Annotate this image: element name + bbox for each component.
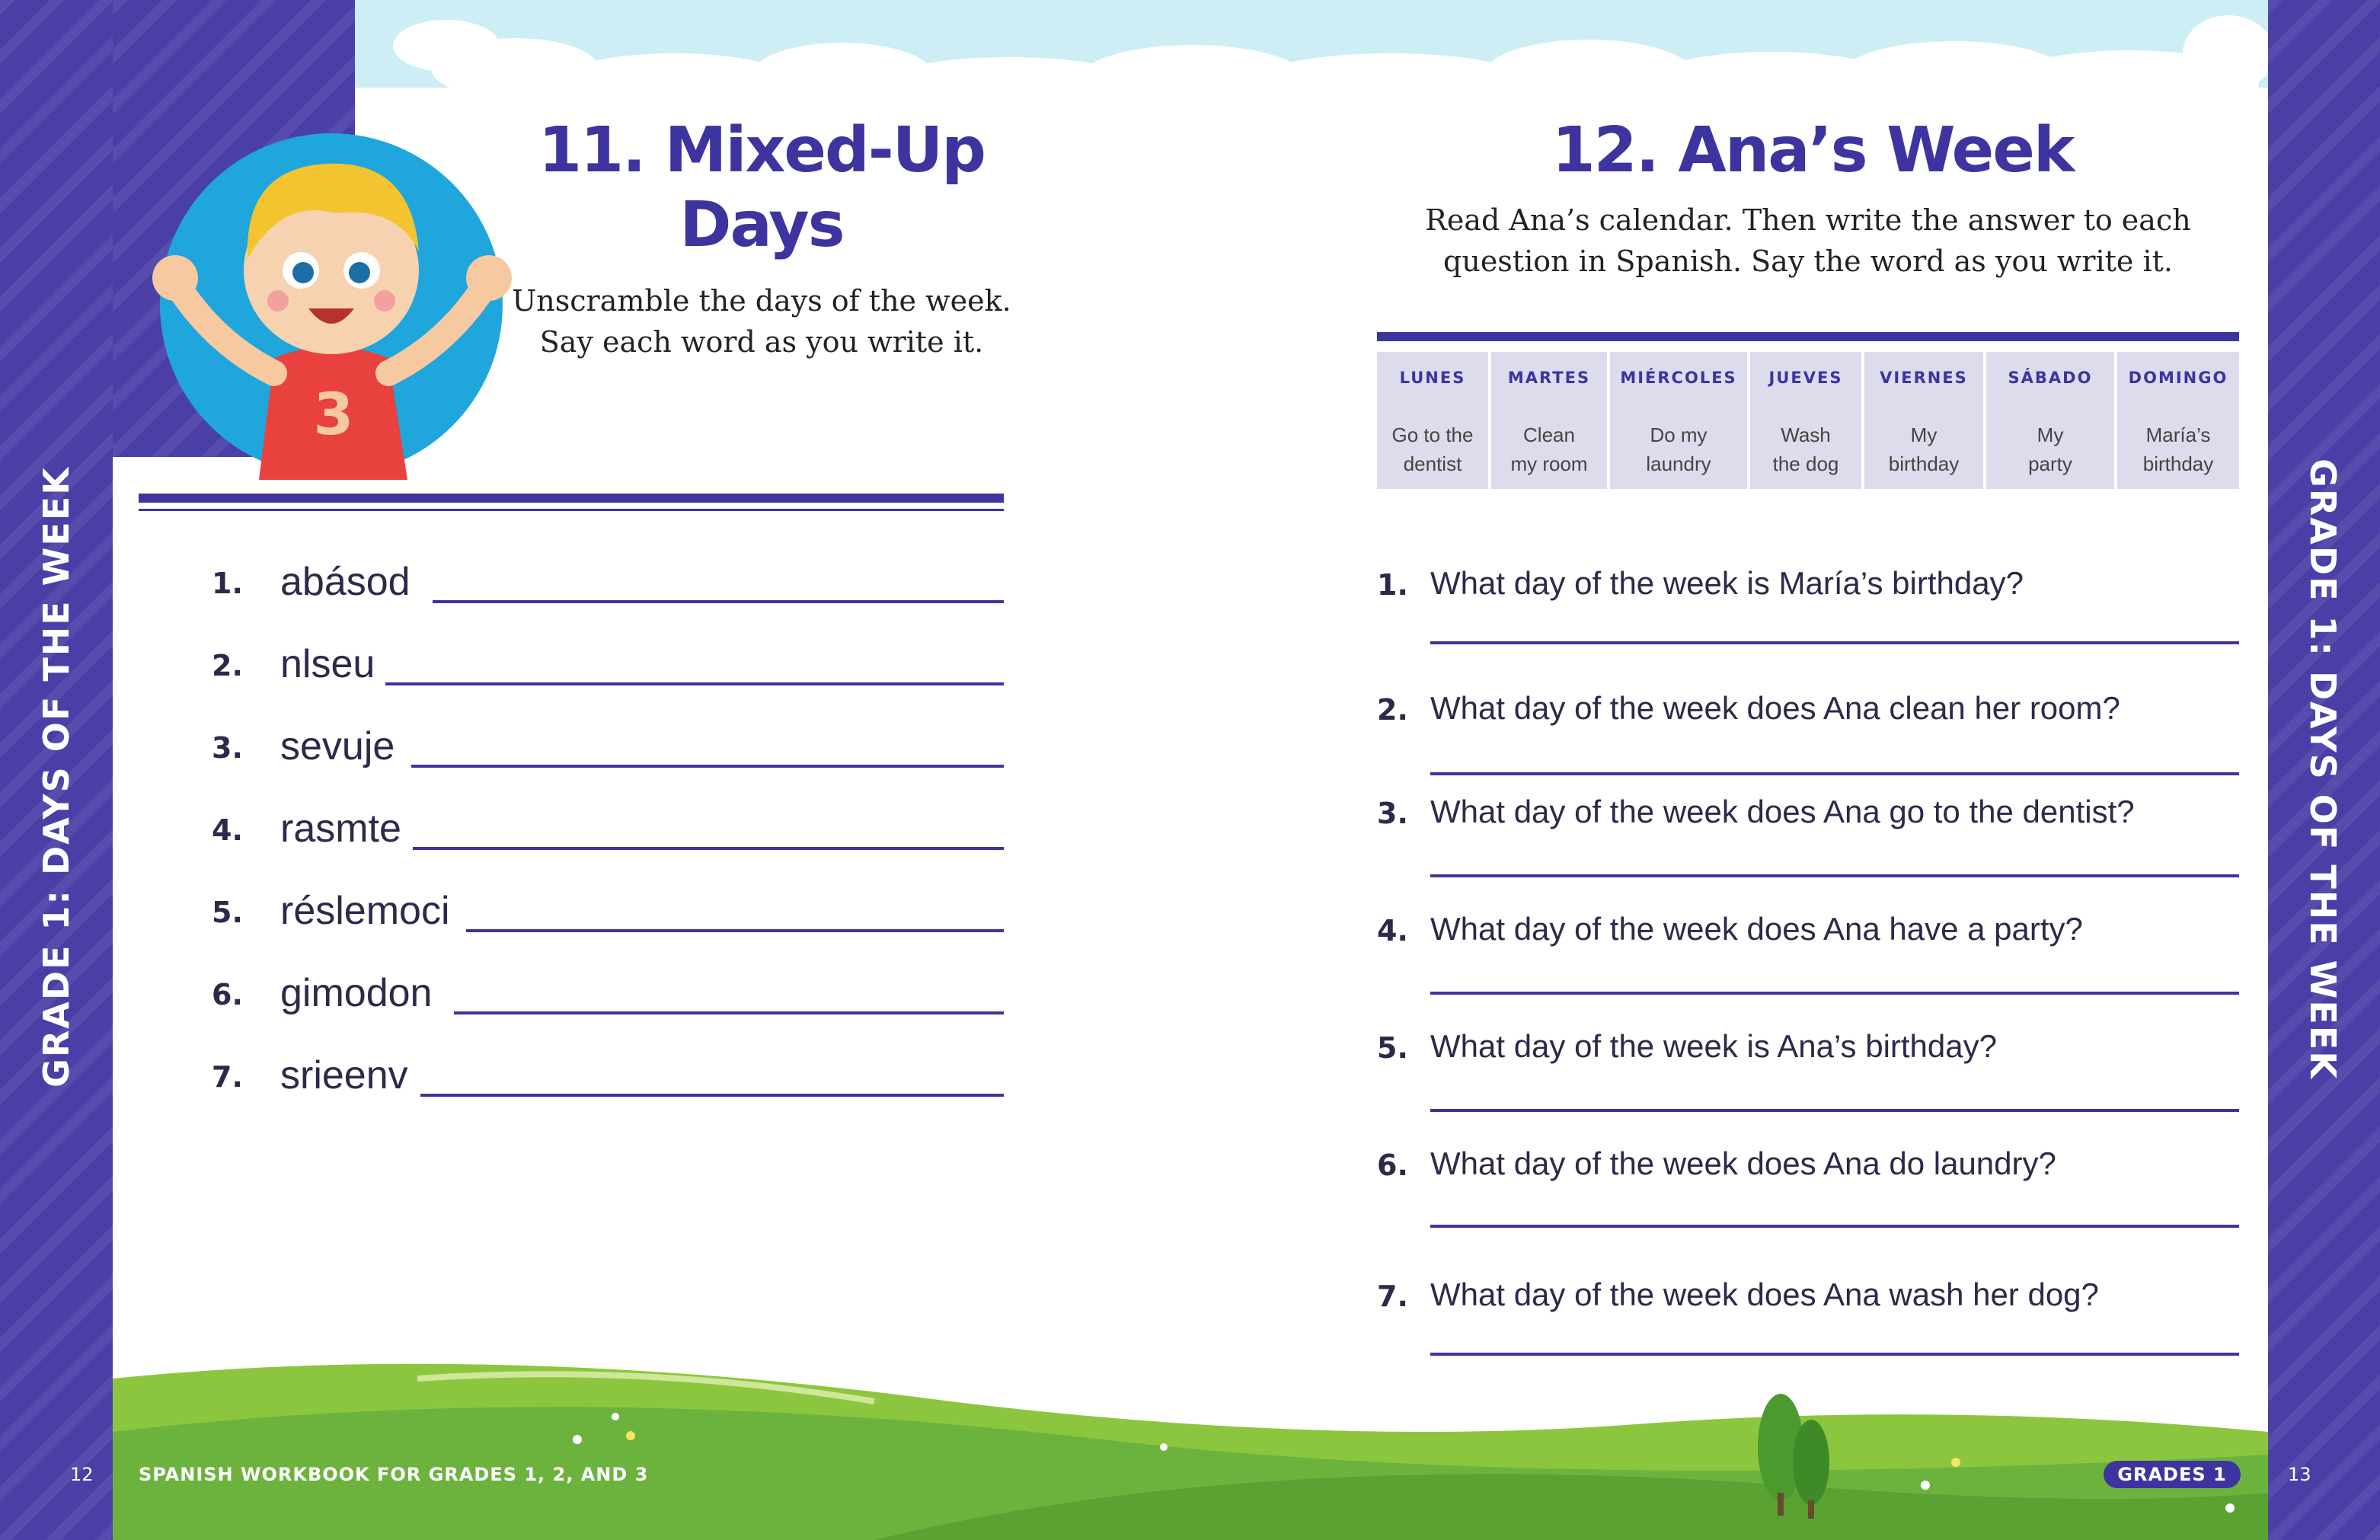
calendar-day: MIÉRCOLES	[1620, 369, 1737, 387]
grass-hills-illustration	[113, 1333, 2268, 1540]
calendar-day: LUNES	[1399, 369, 1466, 387]
calendar-activity: Clean my room	[1510, 423, 1588, 475]
answer-line[interactable]	[454, 1011, 1004, 1014]
answer-line[interactable]	[1430, 1225, 2239, 1228]
ana-calendar	[1377, 352, 2239, 489]
scramble-word: gimodon	[280, 971, 433, 1015]
answer-line[interactable]	[411, 765, 1004, 768]
calendar-day: MARTES	[1507, 369, 1591, 387]
calendar-activity: Do my laundry	[1646, 423, 1711, 475]
answer-line[interactable]	[385, 682, 1004, 685]
left-instructions-line1: Unscramble the days of the week.	[512, 284, 1011, 318]
calendar-cell-viernes	[1864, 352, 1986, 489]
scramble-number: 2.	[212, 649, 243, 682]
calendar-cell-lunes	[1377, 352, 1491, 489]
question-text: What day of the week is Ana’s birthday?	[1430, 1028, 1997, 1064]
calendar-cell-martes	[1491, 352, 1610, 489]
left-page-number: 12	[70, 1464, 94, 1485]
scramble-word: abásod	[280, 560, 411, 604]
calendar-cell-sabado	[1986, 352, 2117, 489]
calendar-activity: Wash the dog	[1772, 423, 1839, 475]
question-text: What day of the week does Ana have a party?	[1430, 911, 2083, 947]
scramble-number: 1.	[212, 567, 243, 600]
scramble-word: sevuje	[280, 724, 395, 768]
calendar-activity: My birthday	[1888, 423, 1960, 475]
calendar-cell-jueves	[1750, 352, 1864, 489]
right-title: 12. Ana’s Week	[1551, 114, 2074, 187]
calendar-day: VIERNES	[1880, 369, 1968, 387]
calendar-activity: My party	[2028, 423, 2072, 475]
calendar-day: DOMINGO	[2128, 369, 2228, 387]
answer-line[interactable]	[413, 847, 1004, 850]
right-instructions-line1: Read Ana’s calendar. Then write the answer to each	[1425, 203, 2191, 237]
scramble-word: srieenv	[280, 1053, 408, 1097]
question-number: 7.	[1377, 1280, 1408, 1313]
calendar-top-rule	[1377, 332, 2239, 341]
kid-mascot-illustration	[145, 129, 518, 480]
scramble-number: 7.	[212, 1060, 243, 1094]
answer-line[interactable]	[466, 929, 1004, 932]
calendar-day: SÁBADO	[2008, 369, 2093, 387]
answer-line[interactable]	[433, 600, 1004, 603]
right-page-number: 13	[2288, 1464, 2311, 1485]
scramble-word: réslemoci	[280, 889, 450, 933]
left-title-line2: Days	[679, 189, 844, 261]
question-number: 2.	[1377, 693, 1408, 727]
answer-line[interactable]	[1430, 992, 2239, 995]
scramble-number: 4.	[212, 813, 243, 847]
question-text: What day of the week does Ana clean her room?	[1430, 690, 2120, 726]
calendar-cell-domingo	[2117, 352, 2239, 489]
left-side-label: GRADE 1: DAYS OF THE WEEK	[36, 466, 77, 1088]
grade-badge: GRADES 1	[2104, 1461, 2241, 1488]
answer-line[interactable]	[1430, 772, 2239, 775]
answer-line[interactable]	[1430, 874, 2239, 877]
question-text: What day of the week is María’s birthday?	[1430, 565, 2024, 601]
left-footer-title: SPANISH WORKBOOK FOR GRADES 1, 2, AND 3	[139, 1464, 649, 1485]
answer-line[interactable]	[1430, 641, 2239, 644]
left-divider-thick	[139, 494, 1004, 503]
scramble-word: rasmte	[280, 807, 401, 851]
calendar-cell-miercoles	[1610, 352, 1750, 489]
question-text: What day of the week does Ana wash her dog?	[1430, 1276, 2099, 1312]
left-instructions-line2: Say each word as you write it.	[539, 325, 984, 359]
scramble-number: 6.	[212, 978, 243, 1011]
answer-line[interactable]	[420, 1094, 1004, 1097]
scramble-number: 5.	[212, 896, 243, 929]
question-text: What day of the week does Ana do laundry?	[1430, 1145, 2056, 1181]
jersey-number: 3	[313, 380, 354, 448]
right-instructions-line2: question in Spanish. Say the word as you write it.	[1443, 244, 2173, 278]
question-number: 6.	[1377, 1149, 1408, 1182]
answer-line[interactable]	[1430, 1109, 2239, 1112]
question-number: 3.	[1377, 797, 1408, 830]
scramble-word: nlseu	[280, 642, 375, 686]
question-number: 1.	[1377, 568, 1408, 602]
question-text: What day of the week does Ana go to the dentist?	[1430, 794, 2135, 829]
left-divider-thin	[139, 509, 1004, 511]
calendar-activity: María’s birthday	[2142, 423, 2214, 475]
calendar-day: JUEVES	[1768, 369, 1843, 387]
left-title-line1: 11. Mixed-Up	[538, 114, 986, 187]
question-number: 5.	[1377, 1031, 1408, 1065]
question-number: 4.	[1377, 914, 1408, 947]
calendar-activity: Go to the dentist	[1391, 423, 1474, 475]
scramble-number: 3.	[212, 731, 243, 765]
right-side-label: GRADE 1: DAYS OF THE WEEK	[2302, 458, 2343, 1080]
